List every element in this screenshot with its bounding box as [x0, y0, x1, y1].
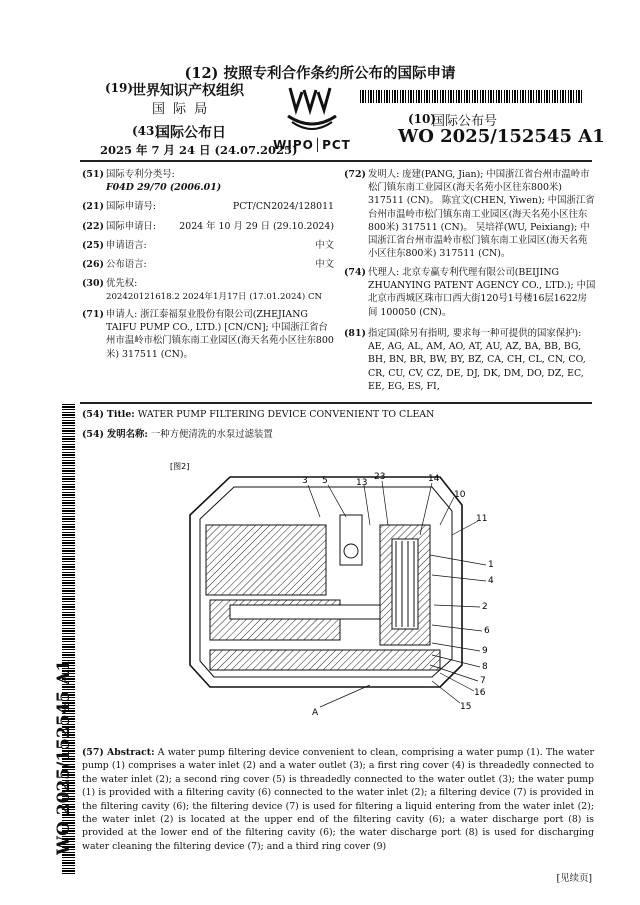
- field-22: (22) 国际申请日: 2024 年 10 月 29 日 (29.10.2024): [82, 221, 334, 232]
- fig-label-14: 14: [428, 474, 440, 484]
- fig-label-5: 5: [322, 476, 328, 486]
- wipo-pct-text: WIPO│PCT: [273, 138, 351, 152]
- org-sub: 国 际 局: [152, 102, 210, 117]
- applicant-text: 申请人: 浙江泰福泵业股份有限公司(ZHEJIANG TAIFU PUMP CO., LTD.) [CN/CN]; 中国浙江省台州市温岭市松门镇东南工业园区(海天名苑小区往东800米) 317511 (CN)。: [106, 309, 334, 360]
- agent-text: 代理人: 北京专赢专利代理有限公司(BEIJING ZHUANYING PATENT AGENCY CO., LTD.); 中国北京市西城区珠市口西大街120号1号楼16层1622房间 100050 (CN)。: [368, 267, 596, 318]
- abstract: (57) Abstract: A water pump filtering device convenient to clean, comprising a water pump (1). The water pump (1) comprises a water inlet (2) and a water outlet (3); a first ring cover (4) is threadedly connected to the water inlet (2); a second ring cover (5) is threadedly connected to the water outlet (3); the water pump (1) is provided with a filtering cavity (6) connected to the water inlet (2); a filtering device (7) is provided in the filtering cavity (6); the filtering device (7) is used for filtering a liquid entering from the water inlet (2); the water inlet (2) is located at the upper end of the filtering cavity (6); a water discharge port (8) is provided at the lower end of the filtering cavity (6); the water discharge port (8) is used for discharging water cleaning the filtering device (7); and a third ring cover (9): [82, 747, 594, 852]
- patent-figure: [170, 455, 500, 723]
- priority-value: 202420121618.2 2024年1月17日 (17.01.2024) CN: [106, 292, 323, 303]
- fig-label-23: 23: [374, 472, 386, 482]
- wipo-emblem-icon: [270, 84, 354, 134]
- document-kind-title: (12) 按照专利合作条约所公布的国际申请: [184, 65, 456, 82]
- pubdate-value: 2025 年 7 月 24 日 (24.07.2025): [100, 143, 298, 157]
- title-zh: (54) 发明名称: 一种方便清洗的水泵过滤装置: [82, 429, 273, 440]
- fig-label-A: A: [312, 708, 319, 718]
- pubno-label: 国际公布号: [432, 114, 498, 129]
- wipo-logo: [270, 84, 354, 154]
- org-name: 世界知识产权组织: [132, 83, 244, 99]
- header-rule: [80, 160, 592, 162]
- designated-states-text: 指定国(除另有指明, 要求每一种可提供的国家保护): AE, AG, AL, AM, AO, AT, AU, AZ, BA, BB, BG, BH, BN, BR, BW, BY, BZ, CA, CH, CL, CN, CO, CR, CU, CV, CZ, DE, DJ, DK, DM, DO, DZ, EC, EE, EG, ES, FI,: [368, 328, 586, 392]
- org-code: (19): [105, 81, 134, 95]
- field-26: (26) 公布语言: 中文: [82, 259, 334, 270]
- field-21: (21) 国际申请号: PCT/CN2024/128011: [82, 201, 334, 212]
- field-71: (71) 申请人: 浙江泰福泵业股份有限公司(ZHEJIANG TAIFU PUMP CO., LTD.) [CN/CN]; 中国浙江省台州市温岭市松门镇东南工业园区(海天名苑小区往东800米) 317511 (CN)。: [82, 309, 334, 360]
- field-72: (72) 发明人: 庞建(PANG, Jian); 中国浙江省台州市温岭市松门镇东南工业园区(海天名苑小区往东800米) 317511 (CN)。 陈宜文(CHEN, Yiwen); 中国浙江省台州市温岭市松门镇东南工业园区(海天名苑小区往东800米) 317511 (CN)。 吴培祥(WU, Peixiang); 中国浙江省台州市温岭市松门镇东南工业园区(海天名苑小区往东800米) 317511 (CN)。: [344, 169, 595, 260]
- fig-label-15: 15: [460, 702, 472, 712]
- fig-label-3: 3: [302, 476, 308, 486]
- inventors-text: 发明人: 庞建(PANG, Jian); 中国浙江省台州市温岭市松门镇东南工业园区(海天名苑小区往东800米) 317511 (CN)。 陈宜文(CHEN, Yiwen); 中国浙江省台州市温岭市松门镇东南工业园区(海天名苑小区往东800米) 317511 (CN)。 吴培祥(WU, Peixiang); 中国浙江省台州市温岭市松门镇东南工业园区(海天名苑小区往东800米) 317511 (CN)。: [368, 169, 595, 260]
- fig-label-16: 16: [474, 688, 486, 698]
- field-30: (30) 优先权: 202420121618.2 2024年1月17日 (17.01.2024) CN: [82, 278, 323, 303]
- side-pubno: WO 2025/152545 A1: [54, 659, 74, 855]
- title-rule: [80, 402, 592, 404]
- fig-label-7: 7: [480, 676, 486, 686]
- field-25: (25) 申请语言: 中文: [82, 240, 334, 251]
- continued-note: [见续页]: [556, 873, 592, 884]
- pump-drawing: [170, 455, 500, 723]
- fig-label-1: 1: [488, 560, 494, 570]
- fig-label-6: 6: [484, 626, 490, 636]
- pubno-value: WO 2025/152545 A1: [398, 126, 605, 147]
- title-en: (54) Title: WATER PUMP FILTERING DEVICE CONVENIENT TO CLEAN: [82, 409, 435, 420]
- fig-label-10: 10: [454, 490, 466, 500]
- fig-label-9: 9: [482, 646, 488, 656]
- fig-label-2: 2: [482, 602, 488, 612]
- abstract-text: A water pump filtering device convenient to clean, comprising a water pump (1). The water pump (1) comprises a water inlet (2) and a water outlet (3); a first ring cover (4) is threadedly connected to the water inlet (2); a second ring cover (5) is threadedly connected to the water outlet (3); the water pump (1) is provided with a filtering cavity (6) connected to the water inlet (2); a filtering device (7) is provided in the filtering cavity (6); the filtering device (7) is used for filtering a liquid entering from the water inlet (2); the water inlet (2) is located at the upper end of the filtering cavity (6); a water discharge port (8) is provided at the lower end of the filtering cavity (6); the water discharge port (8) is used for discharging water cleaning the filtering device (7); and a third ring cover (9): [82, 747, 594, 852]
- field-51: (51) 国际专利分类号: F04D 29/70 (2006.01): [82, 169, 222, 194]
- pubno-code: (10): [408, 112, 437, 126]
- fig-label-11: 11: [476, 514, 488, 524]
- field-81: (81) 指定国(除另有指明, 要求每一种可提供的国家保护): AE, AG, AL, AM, AO, AT, AU, AZ, BA, BB, BG, BH, BN, BR, BW, BY, BZ, CA, CH, CL, CN, CO, CR, CU, CV, CZ, DE, DJ, DK, DM, DO, DZ, EC, EE, EG, ES, FI,: [344, 327, 596, 393]
- barcode: [360, 90, 582, 103]
- fig-label-8: 8: [482, 662, 488, 672]
- fig-label: [图2]: [170, 462, 190, 471]
- fig-label-4: 4: [488, 576, 494, 586]
- ipc-value: F04D 29/70 (2006.01): [106, 182, 222, 194]
- pubdate-label: 国际公布日: [156, 125, 226, 141]
- field-74: (74) 代理人: 北京专赢专利代理有限公司(BEIJING ZHUANYING PATENT AGENCY CO., LTD.); 中国北京市西城区珠市口西大街120号1号楼16层1622房间 100050 (CN)。: [344, 267, 596, 318]
- fig-label-13: 13: [356, 478, 368, 488]
- pubdate-code: (43): [132, 124, 161, 138]
